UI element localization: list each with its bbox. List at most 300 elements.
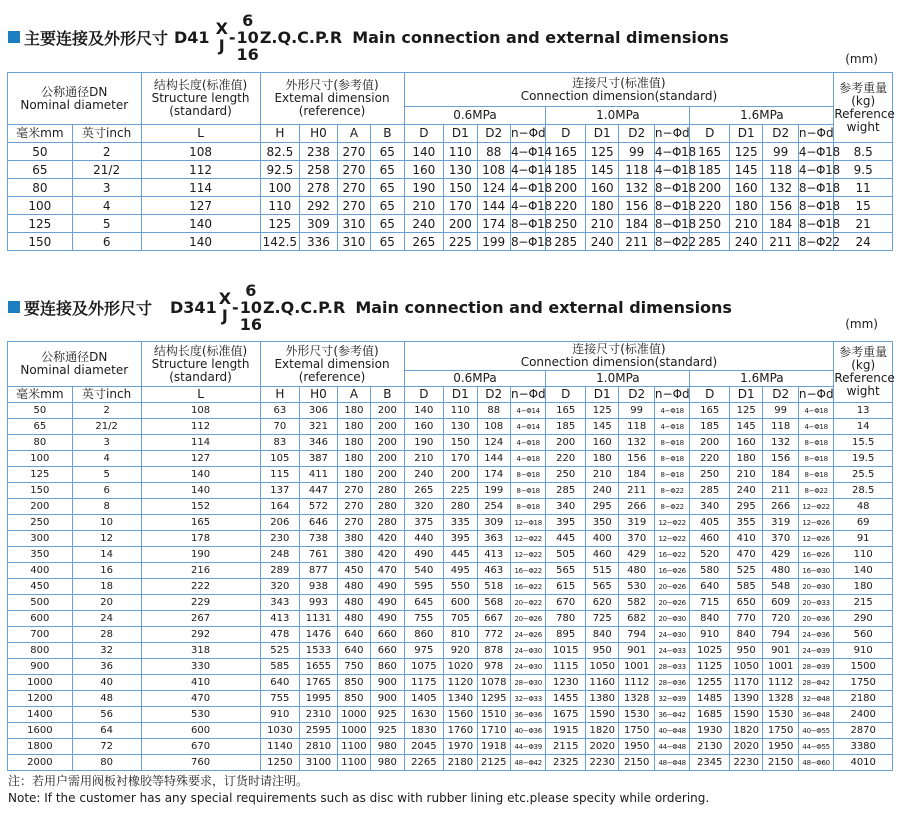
table-cell: 490 — [371, 595, 404, 611]
table-cell: 28 — [72, 627, 141, 643]
table-row — [8, 419, 893, 435]
table-row — [8, 547, 893, 563]
table-cell: 525 — [730, 563, 763, 579]
table-cell: 1001 — [619, 659, 654, 675]
table-cell: 6 — [72, 233, 141, 251]
table-cell: 20 — [72, 595, 141, 611]
table-cell: 700 — [8, 627, 73, 643]
table-cell: 4−Φ14 — [510, 419, 545, 435]
table-cell: 40−Φ55 — [798, 723, 834, 739]
table-cell: 411 — [300, 467, 338, 483]
table-cell: 478 — [260, 627, 300, 643]
table-cell: 8−Φ22 — [654, 499, 689, 515]
table-row — [8, 627, 893, 643]
table-cell: 447 — [300, 483, 338, 499]
table-cell: 8−Φ18 — [798, 180, 840, 195]
table-cell: 1710 — [477, 723, 510, 739]
header-H0: H0 — [300, 125, 338, 143]
bullet-square-icon — [8, 301, 20, 313]
table-cell: 240 — [730, 483, 763, 499]
table-cell: 11 — [834, 179, 893, 197]
table-cell: 21/2 — [72, 161, 141, 179]
table-cell: 180 — [730, 451, 763, 467]
header-mm: 毫米mm — [8, 125, 73, 143]
table-cell: 877 — [300, 563, 338, 579]
table-cell: 2230 — [586, 755, 619, 771]
table-cell: 460 — [586, 547, 619, 563]
table-cell: 1930 — [690, 723, 730, 739]
table-cell: 140 — [141, 215, 260, 233]
table-cell: 32−Φ39 — [654, 691, 689, 707]
table-cell: 580 — [690, 563, 730, 579]
table-cell: 2125 — [477, 755, 510, 771]
table-cell: 1750 — [619, 723, 654, 739]
table-cell: 295 — [730, 499, 763, 515]
header-L: L — [141, 387, 260, 403]
header-nd: n−Φd — [654, 125, 689, 143]
table-cell: 160 — [404, 161, 444, 179]
table-cell: 480 — [337, 579, 370, 595]
table-cell: 250 — [690, 215, 730, 233]
table-cell: 40 — [72, 675, 141, 691]
table-cell: 440 — [404, 531, 444, 547]
table-cell: 8−Φ18 — [510, 483, 545, 499]
table-cell: 70 — [260, 419, 300, 435]
table-cell: 1000 — [337, 723, 370, 739]
table-cell: 65 — [8, 161, 73, 179]
table-cell: 895 — [546, 627, 586, 643]
table-cell: 925 — [371, 707, 404, 723]
table-cell: 1328 — [619, 691, 654, 707]
table-cell: 309 — [300, 215, 338, 233]
table-cell: 112 — [141, 161, 260, 179]
table-cell: 4−Φ14 — [510, 162, 552, 177]
table-cell: 650 — [730, 595, 763, 611]
table-cell: 230 — [260, 531, 300, 547]
table-cell: 82.5 — [260, 143, 300, 161]
table-row — [8, 563, 893, 579]
table-cell: 925 — [371, 723, 404, 739]
table-cell: 1750 — [763, 723, 798, 739]
model-number: D341 — [170, 297, 217, 317]
table-cell: 1125 — [690, 659, 730, 675]
table-cell: 270 — [337, 499, 370, 515]
table-cell: 1760 — [444, 723, 477, 739]
table-cell: 1830 — [404, 723, 444, 739]
table-cell: 463 — [477, 563, 510, 579]
table-cell: 285 — [546, 483, 586, 499]
table-cell: 8−Φ18 — [654, 451, 689, 467]
table-cell: 530 — [619, 579, 654, 595]
table-cell: 2325 — [546, 755, 586, 771]
table-cell: 100 — [8, 197, 73, 215]
header-D1: D1 — [586, 125, 619, 143]
table-cell: 8−Φ18 — [654, 435, 689, 451]
table-cell: 200 — [371, 451, 404, 467]
table-cell: 130 — [444, 161, 477, 179]
table-cell: 8−Φ22 — [798, 483, 834, 499]
table-cell: 350 — [586, 515, 619, 531]
table-cell: 2045 — [404, 739, 444, 755]
table-cell: 1380 — [586, 691, 619, 707]
table-cell: 725 — [586, 611, 619, 627]
table-cell: 595 — [404, 579, 444, 595]
table-cell: 1328 — [763, 691, 798, 707]
table-cell: 400 — [8, 563, 73, 579]
header-connection-dimension: 连接尺寸(标准值) Connection dimension(standard) — [404, 342, 834, 371]
table-row — [8, 595, 893, 611]
section2-title-en: Main connection and external dimensions — [355, 297, 732, 317]
table-cell: 265 — [404, 483, 444, 499]
table-cell: 772 — [477, 627, 510, 643]
table-cell: 178 — [141, 531, 260, 547]
table-cell: 8−Φ18 — [510, 467, 545, 483]
table-cell: 24−Φ26 — [510, 627, 545, 643]
table-cell: 4−Φ18 — [510, 198, 552, 213]
table-cell: 165 — [141, 515, 260, 531]
table-cell: 265 — [404, 233, 444, 251]
table-cell: 450 — [337, 563, 370, 579]
table-cell: 320 — [404, 499, 444, 515]
table-cell: 910 — [260, 707, 300, 723]
table-cell: 124 — [477, 179, 510, 197]
table-cell: 1075 — [404, 659, 444, 675]
table-cell: 200 — [546, 179, 586, 197]
table-cell: 1050 — [586, 659, 619, 675]
section1-title — [8, 12, 729, 62]
table-cell: 1295 — [477, 691, 510, 707]
table-cell: 1100 — [337, 739, 370, 755]
table-cell: 190 — [141, 547, 260, 563]
header-D: D — [546, 125, 586, 143]
table-cell: 160 — [586, 435, 619, 451]
table-cell: 800 — [8, 643, 73, 659]
table-cell: 878 — [477, 643, 510, 659]
table-cell: 429 — [763, 547, 798, 563]
table-cell: 582 — [619, 595, 654, 611]
table-cell: 20−Φ30 — [654, 611, 689, 627]
header-L: L — [141, 125, 260, 143]
table-cell: 4−Φ18 — [510, 435, 545, 451]
table-cell: 254 — [477, 499, 510, 515]
table-cell: 15.5 — [834, 435, 893, 451]
table-cell: 185 — [546, 161, 586, 179]
table-cell: 110 — [834, 547, 893, 563]
table-cell: 280 — [444, 499, 477, 515]
table-cell: 240 — [586, 483, 619, 499]
table-cell: 210 — [404, 451, 444, 467]
header-pressure-1-0: 1.0MPa — [546, 107, 690, 125]
table-cell: 152 — [141, 499, 260, 515]
table-cell: 445 — [444, 547, 477, 563]
table-cell: 1400 — [8, 707, 73, 723]
table-cell: 1340 — [444, 691, 477, 707]
table-cell: 2020 — [730, 739, 763, 755]
table-cell: 44−Φ39 — [510, 739, 545, 755]
header-pressure-1-6: 1.6MPa — [690, 107, 834, 125]
table-cell: 199 — [477, 483, 510, 499]
table-cell: 682 — [619, 611, 654, 627]
table-row — [8, 707, 893, 723]
table-cell: 1120 — [444, 675, 477, 691]
table-cell: 8−Φ18 — [798, 435, 834, 451]
header-external-dimension: 外形尺寸(参考值) Extemal dimension (reference) — [260, 73, 404, 125]
table-cell: 108 — [477, 419, 510, 435]
table-cell: 1510 — [477, 707, 510, 723]
table-cell: 8−Φ22 — [654, 483, 689, 499]
table-cell: 240 — [404, 467, 444, 483]
table-cell: 1455 — [546, 691, 586, 707]
table-cell: 125 — [586, 143, 619, 161]
table-cell: 1675 — [546, 707, 586, 723]
table-cell: 319 — [763, 515, 798, 531]
table-cell: 2810 — [300, 739, 338, 755]
table-cell: 310 — [337, 233, 370, 251]
table-cell: 350 — [8, 547, 73, 563]
table-cell: 21 — [834, 215, 893, 233]
table-cell: 387 — [300, 451, 338, 467]
table-cell: 238 — [300, 143, 338, 161]
table-cell: 490 — [404, 547, 444, 563]
table-cell: 36−Φ48 — [798, 707, 834, 723]
table-cell: 65 — [8, 419, 73, 435]
table-cell: 900 — [8, 659, 73, 675]
table-cell: 518 — [477, 579, 510, 595]
table-cell: 1160 — [586, 675, 619, 691]
table-cell: 530 — [141, 707, 260, 723]
table-row — [8, 531, 893, 547]
table-cell: 548 — [763, 579, 798, 595]
table-cell: 1500 — [834, 659, 893, 675]
table-cell: 65 — [371, 215, 404, 233]
table-cell: 670 — [546, 595, 586, 611]
section2-title — [8, 282, 732, 332]
table-cell: 5 — [72, 467, 141, 483]
table-cell: 1630 — [404, 707, 444, 723]
table-cell: 16−Φ26 — [798, 547, 834, 563]
table-cell: 1995 — [300, 691, 338, 707]
table-row — [8, 233, 893, 251]
table-cell: 16−Φ30 — [798, 563, 834, 579]
table-row — [8, 499, 893, 515]
table-cell: 200 — [444, 215, 477, 233]
table-cell: 210 — [586, 467, 619, 483]
table-cell: 65 — [371, 197, 404, 215]
table-cell: 405 — [690, 515, 730, 531]
header-D: D — [690, 387, 730, 403]
table-cell: 646 — [300, 515, 338, 531]
table-cell: 24−Φ30 — [654, 627, 689, 643]
table-cell: 609 — [763, 595, 798, 611]
table-cell: 28.5 — [834, 483, 893, 499]
table-cell: 137 — [260, 483, 300, 499]
table-cell: 4−Φ18 — [798, 403, 834, 419]
table-cell: 3 — [72, 435, 141, 451]
table-cell: 993 — [300, 595, 338, 611]
table-cell: 4−Φ18 — [654, 144, 696, 159]
table-cell: 321 — [300, 419, 338, 435]
table-cell: 8−Φ18 — [798, 467, 834, 483]
table-cell: 1590 — [730, 707, 763, 723]
table-cell: 110 — [444, 143, 477, 161]
table-cell: 410 — [141, 675, 260, 691]
table-cell: 160 — [730, 179, 763, 197]
table-cell: 525 — [260, 643, 300, 659]
table-cell: 80 — [8, 435, 73, 451]
table-cell: 500 — [8, 595, 73, 611]
table-cell: 118 — [619, 161, 654, 179]
table-cell: 4−Φ18 — [798, 162, 840, 177]
table-cell: 160 — [404, 419, 444, 435]
table-cell: 840 — [586, 627, 619, 643]
table-cell: 1800 — [8, 739, 73, 755]
table-cell: 2150 — [619, 755, 654, 771]
table-cell: 460 — [690, 531, 730, 547]
table-cell: 200 — [371, 467, 404, 483]
table-cell: 165 — [546, 143, 586, 161]
table-cell: 8−Φ18 — [654, 216, 696, 231]
header-pressure-1-0: 1.0MPa — [546, 371, 690, 387]
table-cell: 266 — [763, 499, 798, 515]
table-cell: 4−Φ18 — [798, 144, 840, 159]
table-cell: 480 — [337, 595, 370, 611]
table-cell: 200 — [690, 435, 730, 451]
header-connection-dimension: 连接尺寸(标准值) Connection dimension(standard) — [404, 73, 834, 107]
table-cell: 88 — [477, 403, 510, 419]
table-cell: 118 — [619, 419, 654, 435]
table-cell: 16−Φ22 — [654, 547, 689, 563]
table-cell: 1140 — [260, 739, 300, 755]
table-cell: 91 — [834, 531, 893, 547]
header-structure-length: 结构长度(标准值) Structure length (standard) — [141, 342, 260, 387]
table-cell: 1915 — [546, 723, 586, 739]
table-cell: 28−Φ30 — [510, 675, 545, 691]
table-cell: 200 — [371, 403, 404, 419]
header-B: B — [371, 125, 404, 143]
table-cell: 229 — [141, 595, 260, 611]
table-cell: 72 — [72, 739, 141, 755]
table-cell: 1230 — [546, 675, 586, 691]
table-cell: 355 — [730, 515, 763, 531]
table-cell: 108 — [141, 143, 260, 161]
section1-title-zh: 主要连接及外形尺寸 — [24, 28, 169, 48]
table-cell: 211 — [619, 483, 654, 499]
table-row — [8, 611, 893, 627]
table-cell: 2870 — [834, 723, 893, 739]
table-cell: 88 — [477, 143, 510, 161]
table-cell: 112 — [141, 419, 260, 435]
table-cell: 211 — [619, 233, 654, 251]
table-cell: 222 — [141, 579, 260, 595]
table-cell: 132 — [619, 179, 654, 197]
table-cell: 140 — [141, 483, 260, 499]
table-cell: 1485 — [690, 691, 730, 707]
table-cell: 100 — [260, 179, 300, 197]
table-cell: 295 — [586, 499, 619, 515]
table-cell: 1250 — [260, 755, 300, 771]
table-cell: 490 — [371, 611, 404, 627]
table-cell: 470 — [141, 691, 260, 707]
table-row — [8, 579, 893, 595]
section1-unit: (mm) — [845, 52, 878, 66]
header-D: D — [404, 125, 444, 143]
table-cell: 1950 — [763, 739, 798, 755]
table-cell: 240 — [730, 233, 763, 251]
table-cell: 125 — [730, 143, 763, 161]
table-cell: 4 — [72, 197, 141, 215]
table-cell: 850 — [337, 675, 370, 691]
table-cell: 44−Φ48 — [654, 739, 689, 755]
table-cell: 445 — [546, 531, 586, 547]
table-cell: 910 — [834, 643, 893, 659]
table-cell: 480 — [619, 563, 654, 579]
header-D: D — [404, 387, 444, 403]
table-cell: 901 — [619, 643, 654, 659]
table-cell: 8 — [72, 499, 141, 515]
table-cell: 250 — [690, 467, 730, 483]
table-cell: 640 — [337, 643, 370, 659]
table-cell: 4−Φ18 — [510, 451, 545, 467]
section2-unit: (mm) — [845, 317, 878, 331]
table-cell: 4−Φ18 — [654, 162, 696, 177]
table-cell: 380 — [337, 547, 370, 563]
table-cell: 108 — [477, 161, 510, 179]
table-cell: 770 — [730, 611, 763, 627]
table-cell: 145 — [730, 419, 763, 435]
table-row — [8, 643, 893, 659]
table-cell: 572 — [300, 499, 338, 515]
table-cell: 24−Φ30 — [510, 643, 545, 659]
header-nd: n−Φd — [654, 387, 690, 401]
table-cell: 395 — [444, 531, 477, 547]
table-cell: 550 — [444, 579, 477, 595]
table-cell: 20−Φ26 — [654, 579, 689, 595]
table-cell: 2020 — [586, 739, 619, 755]
table-cell: 4 — [72, 451, 141, 467]
table-cell: 132 — [763, 179, 798, 197]
table-cell: 1175 — [404, 675, 444, 691]
table-cell: 110 — [444, 403, 477, 419]
table-cell: 12−Φ22 — [510, 547, 545, 563]
table-cell: 1200 — [8, 691, 73, 707]
table-cell: 180 — [337, 435, 370, 451]
table-cell: 2230 — [730, 755, 763, 771]
table-cell: 285 — [690, 483, 730, 499]
table-cell: 640 — [260, 675, 300, 691]
table-cell: 1970 — [444, 739, 477, 755]
table-cell: 645 — [404, 595, 444, 611]
table-cell: 240 — [404, 215, 444, 233]
table-cell: 309 — [477, 515, 510, 531]
table-cell: 1820 — [586, 723, 619, 739]
table-cell: 755 — [260, 691, 300, 707]
table-cell: 12−Φ22 — [654, 515, 689, 531]
table-cell: 8−Φ18 — [654, 467, 689, 483]
table-cell: 400 — [586, 531, 619, 547]
table-cell: 600 — [444, 595, 477, 611]
table-cell: 8.5 — [834, 143, 893, 161]
table-cell: 289 — [260, 563, 300, 579]
table-cell: 705 — [444, 611, 477, 627]
table-cell: 180 — [337, 419, 370, 435]
table-cell: 180 — [586, 451, 619, 467]
table-row — [8, 143, 893, 161]
table-cell: 210 — [404, 197, 444, 215]
table-cell: 248 — [260, 547, 300, 563]
pressure-options: 6 10 16 — [239, 280, 262, 334]
table-cell: 160 — [586, 179, 619, 197]
table-cell: 8−Φ18 — [798, 451, 834, 467]
